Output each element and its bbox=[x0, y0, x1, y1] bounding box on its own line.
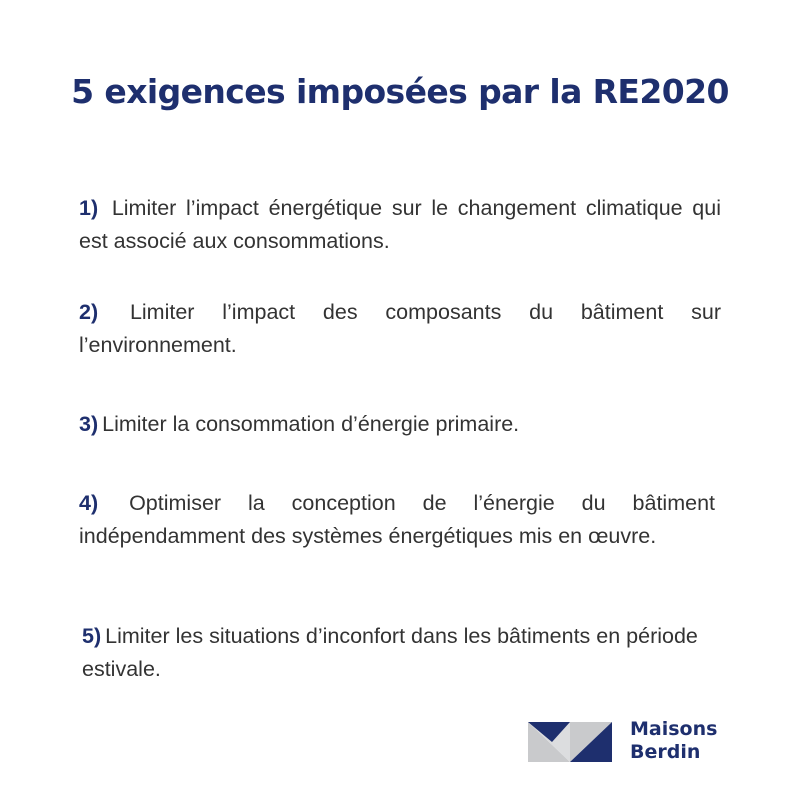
requirement-number: 1) bbox=[79, 196, 99, 220]
brand-name-line1: Maisons bbox=[630, 718, 718, 740]
requirement-number: 5) bbox=[82, 624, 102, 648]
requirement-3 bbox=[79, 408, 721, 441]
requirement-number: 3) bbox=[79, 412, 99, 436]
brand-name bbox=[630, 718, 717, 764]
requirement-2 bbox=[79, 296, 721, 362]
requirement-number: 2) bbox=[79, 300, 99, 324]
requirement-text: Limiter les situations d’inconfort dans les bâtiments en période estivale. bbox=[82, 624, 698, 681]
page-title: 5 exigences imposées par la RE2020 bbox=[71, 72, 729, 111]
requirement-text: Limiter l’impact énergétique sur le changement climatique qui est associé aux consommations. bbox=[79, 196, 721, 253]
requirement-4 bbox=[79, 487, 715, 553]
requirement-text: Optimiser la conception de l’énergie du bâtiment indépendamment des systèmes énergétiques mis en œuvre. bbox=[79, 491, 715, 548]
requirement-text: Limiter la consommation d’énergie primaire. bbox=[102, 412, 520, 436]
brand-name-line2: Berdin bbox=[630, 741, 701, 763]
requirement-5 bbox=[82, 620, 722, 686]
maisons-berdin-logo-icon bbox=[528, 720, 612, 764]
brand-logo bbox=[528, 718, 748, 768]
requirement-number: 4) bbox=[79, 491, 99, 515]
requirement-text: Limiter l’impact des composants du bâtiment sur l’environnement. bbox=[79, 300, 721, 357]
requirement-1 bbox=[79, 192, 721, 258]
